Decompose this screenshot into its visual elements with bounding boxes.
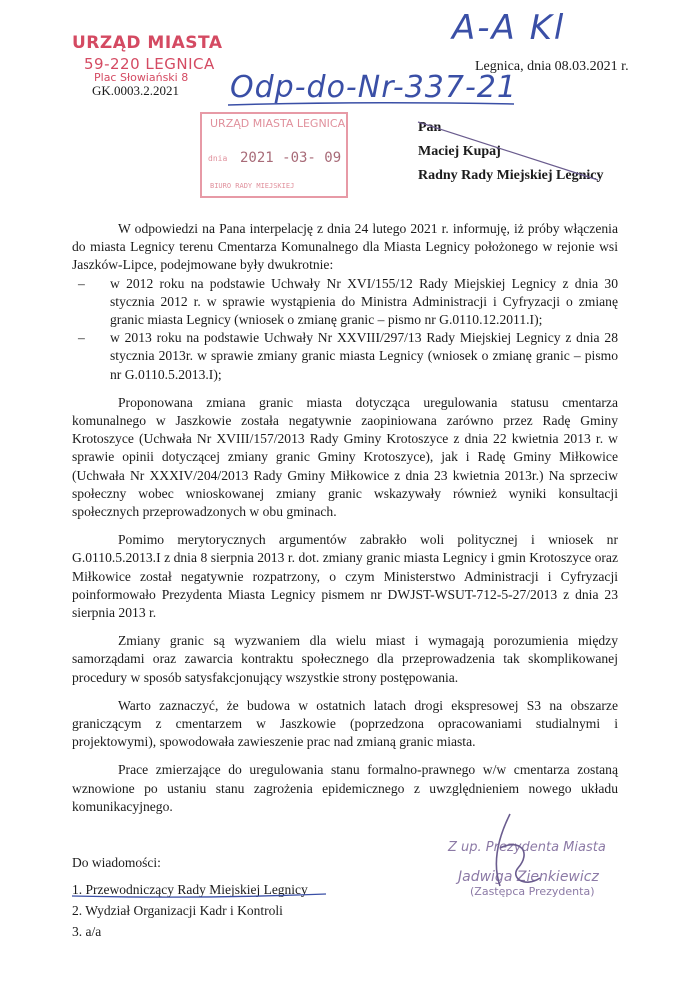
paragraph-2: Proponowana zmiana granic miasta dotycząca uregulowania statusu cmentarza komunalnego w Jaszkowie została negatywnie zaopiniowana zarówno przez Radę Gminy Krotoszyce (Uchwała Nr XVIII/157/2013 Rady Gminy Krotoszyce z dnia 22 kwietnia 2013 r. w sprawie opinii dotyczącej zmiany granic Gminy Krotoszyce), jak i Radę Gminy Miłkowice (Uchwała Nr XXXIV/204/2013 Rady Gminy Miłkowice z dnia 23 kwietnia 2013r.) Na sprzeciw społeczny wobec wnioskowanej zmiany granic wskazywały również wyniki konsultacji społecznych przeprowadzonych w obu gminach. [72, 394, 618, 520]
registration-stamp-date: 2021 -03- 09 [240, 150, 342, 166]
attempts-list [78, 275, 618, 384]
office-stamp-line1: URZĄD MIASTA [72, 33, 223, 53]
addressee-line1: Pan [418, 120, 442, 135]
distribution-item: 1. Przewodniczący Rady Miejskiej Legnicy [72, 882, 308, 897]
signature-line1: Z up. Prezydenta Miasta [448, 840, 606, 855]
paragraph-3: Pomimo merytorycznych argumentów zabrakło woli politycznej i wniosek nr G.0110.5.2013.I z dnia 8 sierpnia 2013 r. dot. zmiany granic miasta Legnicy i gmin Krotoszyce oraz Miłkowice został negatywnie rozpatrzony, o czym Ministerstwo Administracji i Cyfryzacji poinformowało Prezydenta Miasta Legnicy pismem nr DWJST-WSUT-712-5-27/2013 z dnia 23 sierpnia 2013 r. [72, 532, 618, 621]
office-stamp [72, 33, 242, 84]
distribution-underline [70, 892, 330, 900]
distribution-item: 2. Wydział Organizacji Kadr i Kontroli [72, 903, 283, 918]
paragraph-5: Warto zaznaczyć, że budowa w ostatnich latach drogi ekspresowej S3 na obszarze graniczącym z cmentarzem w Jaszkowie (poprzedzona opracowaniami studialnymi i projektowymi), spowodowała zawieszenie prac nad zmianą granic miasta. [72, 697, 618, 750]
addressee-strikethrough [410, 118, 610, 188]
distribution-heading: Do wiadomości: [72, 855, 161, 870]
list-dash: – [78, 275, 85, 291]
handwritten-initials: A-A Kl [452, 8, 566, 48]
signature-name: Jadwiga Zienkiewicz [458, 869, 599, 885]
list-item [78, 329, 618, 384]
handwritten-number: Odp-do-Nr-337-21 [230, 70, 517, 105]
handwritten-underline [226, 100, 516, 108]
paragraph-1: W odpowiedzi na Pana interpelację z dnia 24 lutego 2021 r. informuję, iż próby włączenia do miasta Legnicy terenu Cmentarza Komunalnego dla Miasta Legnicy położonego w rejonie wsi Jaszków-Lipce, podejmowane były dwukrotnie: [72, 221, 618, 273]
reference-number: GK.0003.2.2021 [92, 83, 180, 98]
addressee-title: Radny Rady Miejskiej Legnicy [418, 168, 604, 183]
list-item [78, 275, 618, 330]
registration-stamp-date-label: dnia [208, 154, 228, 163]
office-stamp-line2: 59-220 LEGNICA [84, 55, 215, 73]
registration-stamp-footer: BIURO RADY MIEJSKIEJ [210, 182, 295, 190]
list-dash: – [78, 330, 85, 346]
signature-title: (Zastępca Prezydenta) [470, 885, 595, 898]
addressee-name: Maciej Kupaj [418, 144, 501, 159]
handwritten-signature [470, 808, 560, 898]
registration-stamp-title: URZĄD MIASTA LEGNICA [210, 117, 346, 130]
place-date: Legnica, dnia 08.03.2021 r. [475, 59, 629, 74]
paragraph-4: Zmiany granic są wyzwaniem dla wielu miast i wymagają porozumienia między samorządami oraz zawarcia kontraktu społecznego dla przeprowadzenia tak skomplikowanej procedury w sposób satysfakcjonujący wszystkie strony postępowania. [72, 633, 618, 685]
list-item-text: w 2012 roku na podstawie Uchwały Nr XVI/155/12 Rady Miejskiej Legnicy z dnia 30 stycznia 2012 r. w sprawie wystąpienia do Ministra Administracji i Cyfryzacji o zmianę granic miasta Legnicy (wniosek o zmianę granic – pismo nr G.0110.12.2011.I); [110, 275, 618, 328]
paragraph-6: Prace zmierzające do uregulowania stanu formalno-prawnego w/w cmentarza zostaną wznowione po ustaniu stanu zagrożenia epidemicznego z uwzględnieniem nowego układu komunikacyjnego. [72, 762, 618, 814]
office-stamp-line3: Plac Słowiański 8 [94, 71, 189, 84]
distribution-item: 3. a/a [72, 924, 102, 939]
list-item-text: w 2013 roku na podstawie Uchwały Nr XXVIII/297/13 Rady Miejskiej Legnicy z dnia 28 stycznia 2013r. w sprawie zmiany granic miasta Legnicy (wniosek o zmianę granic – pismo nr G.0110.5.2013.I); [110, 330, 618, 382]
registration-stamp [200, 112, 348, 198]
letter-body [72, 220, 618, 816]
